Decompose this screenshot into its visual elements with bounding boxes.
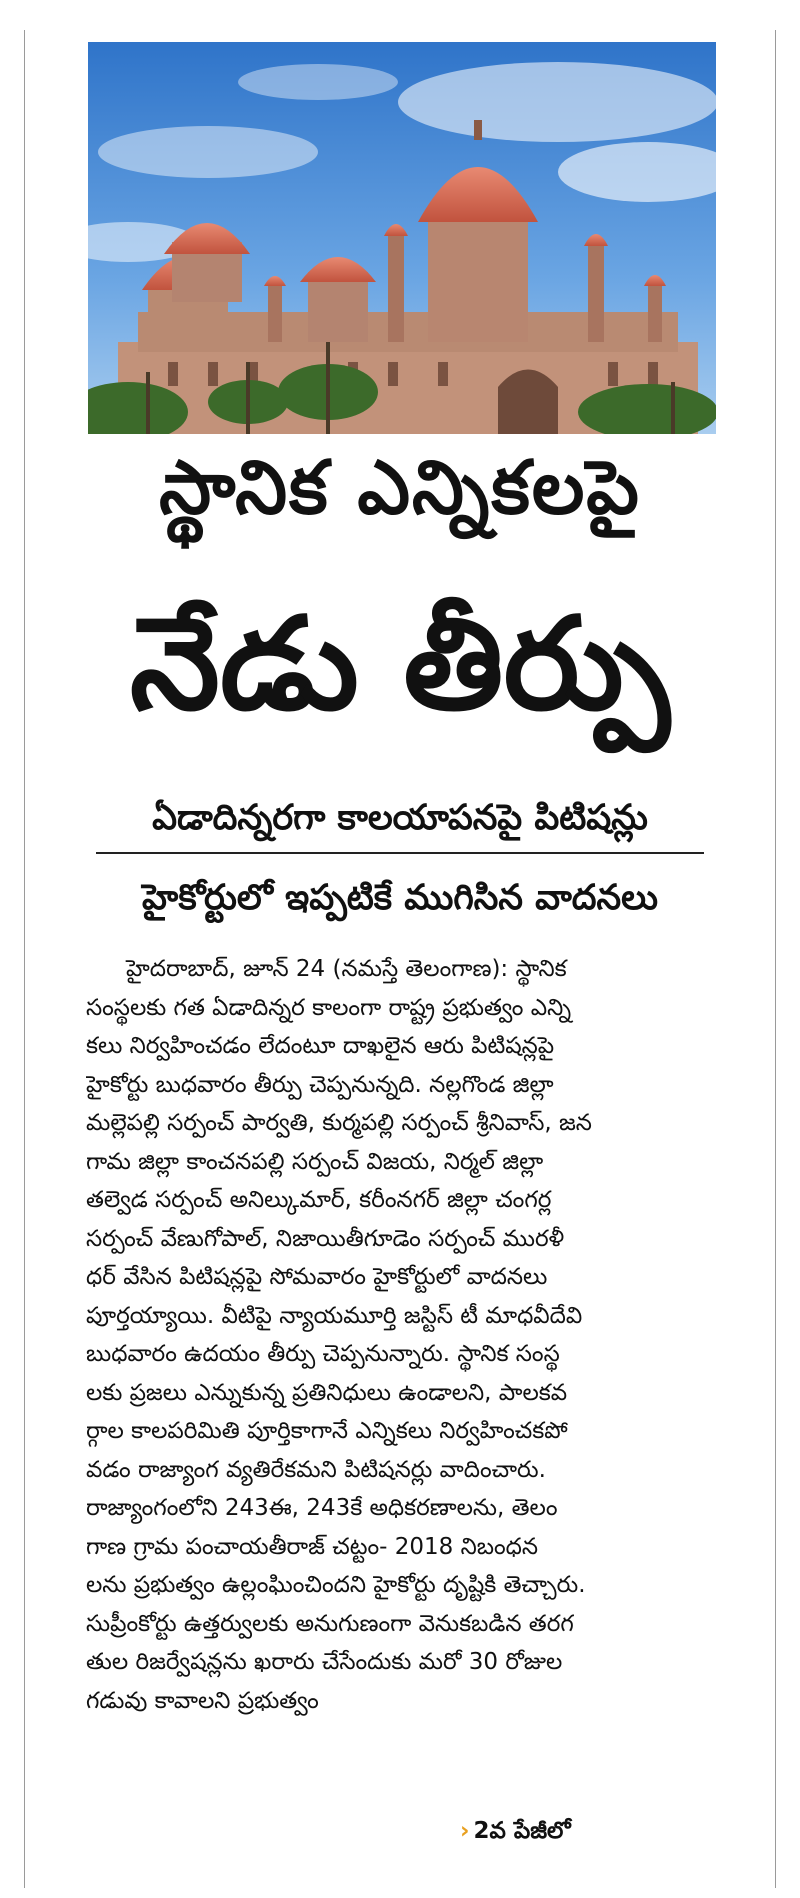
- left-column-rule: [24, 30, 25, 1888]
- subheadline-divider: [96, 852, 704, 854]
- body-line: గడువు కావాలని ప్రభుత్వం: [86, 1687, 319, 1714]
- body-line: మల్లెపల్లి సర్పంచ్ పార్వతి, కుర్మపల్లి సర్పంచ్ శ్రీనివాస్, జన: [86, 1110, 592, 1136]
- body-line: ధర్ వేసిన పిటిషన్లపై సోమవారం హైకోర్టులో వాదనలు: [86, 1264, 548, 1290]
- body-line: హైకోర్టు బుధవారం తీర్పు చెప్పనున్నది. నల్లగొండ జిల్లా: [86, 1071, 554, 1098]
- body-line: ర్గాల కాలపరిమితి పూర్తికాగానే ఎన్నికలు నిర్వహించకపో: [86, 1418, 568, 1444]
- body-line: పూర్తయ్యాయి. వీటిపై న్యాయమూర్తి జస్టిస్ టీ మాధవీదేవి: [86, 1302, 583, 1329]
- headline-line-1: స్థానిక ఎన్నికలపై: [159, 445, 641, 531]
- body-line: గామ జిల్లా కాంచనపల్లి సర్పంచ్ విజయ, నిర్మల్ జిల్లా: [86, 1148, 544, 1175]
- body-line: తల్వెడ సర్పంచ్ అనిల్కుమార్, కరీంనగర్ జిల్లా చంగర్ల: [86, 1187, 552, 1213]
- body-line: హైదరాబాద్, జూన్ 24 (నమస్తే తెలంగాణ): స్థానిక: [126, 956, 567, 982]
- body-line: లను ప్రభుత్వం ఉల్లంఘించిందని హైకోర్టు దృష్టికి తెచ్చారు.: [86, 1572, 586, 1598]
- body-line: రాజ్యాంగంలోని 243ఈ, 243కే అధికరణాలను, తెలం: [86, 1495, 558, 1521]
- subheadline-1: ఏడాదిన్నరగా కాలయాపనపై పిటిషన్లు: [152, 798, 648, 838]
- subheadline-2: హైకోర్టులో ఇప్పటికే ముగిసిన వాదనలు: [141, 878, 659, 918]
- chevron-right-icon: ›: [460, 1818, 470, 1844]
- right-column-rule: [775, 30, 776, 1888]
- headline-line-2: నేడు తీర్పు: [129, 590, 671, 739]
- body-line: తుల రిజర్వేషన్లను ఖరారు చేసేందుకు మరో 30 రోజుల: [86, 1649, 563, 1675]
- high-court-photo: [88, 42, 716, 434]
- body-line: లకు ప్రజలు ఎన్నుకున్న ప్రతినిధులు ఉండాలని, పాలకవ: [86, 1379, 568, 1406]
- high-court-illustration: [88, 42, 716, 434]
- continuation-label: 2వ పేజీలో: [473, 1818, 571, 1844]
- body-line: సుప్రీంకోర్టు ఉత్తర్వులకు అనుగుణంగా వెనుకబడిన తరగ: [86, 1610, 574, 1637]
- article-body: [86, 950, 716, 1720]
- body-line: సంస్థలకు గత ఏడాదిన్నర కాలంగా రాష్ట్ర ప్రభుత్వం ఎన్ని: [86, 994, 572, 1021]
- body-line: సర్పంచ్ వేణుగోపాల్, నిజాయితీగూడెం సర్పంచ్ మురళీ: [86, 1225, 565, 1252]
- body-line: కలు నిర్వహించడం లేదంటూ దాఖలైన ఆరు పిటిషన్లపై: [86, 1033, 555, 1059]
- body-line: వడం రాజ్యాంగ వ్యతిరేకమని పిటిషనర్లు వాదించారు.: [86, 1456, 546, 1483]
- body-line: గాణ గ్రామ పంచాయతీరాజ్ చట్టం- 2018 నిబంధన: [86, 1533, 539, 1560]
- body-line: బుధవారం ఉదయం తీర్పు చెప్పనున్నారు. స్థానిక సంస్థ: [86, 1341, 560, 1367]
- continued-on-page-2: [460, 1812, 571, 1850]
